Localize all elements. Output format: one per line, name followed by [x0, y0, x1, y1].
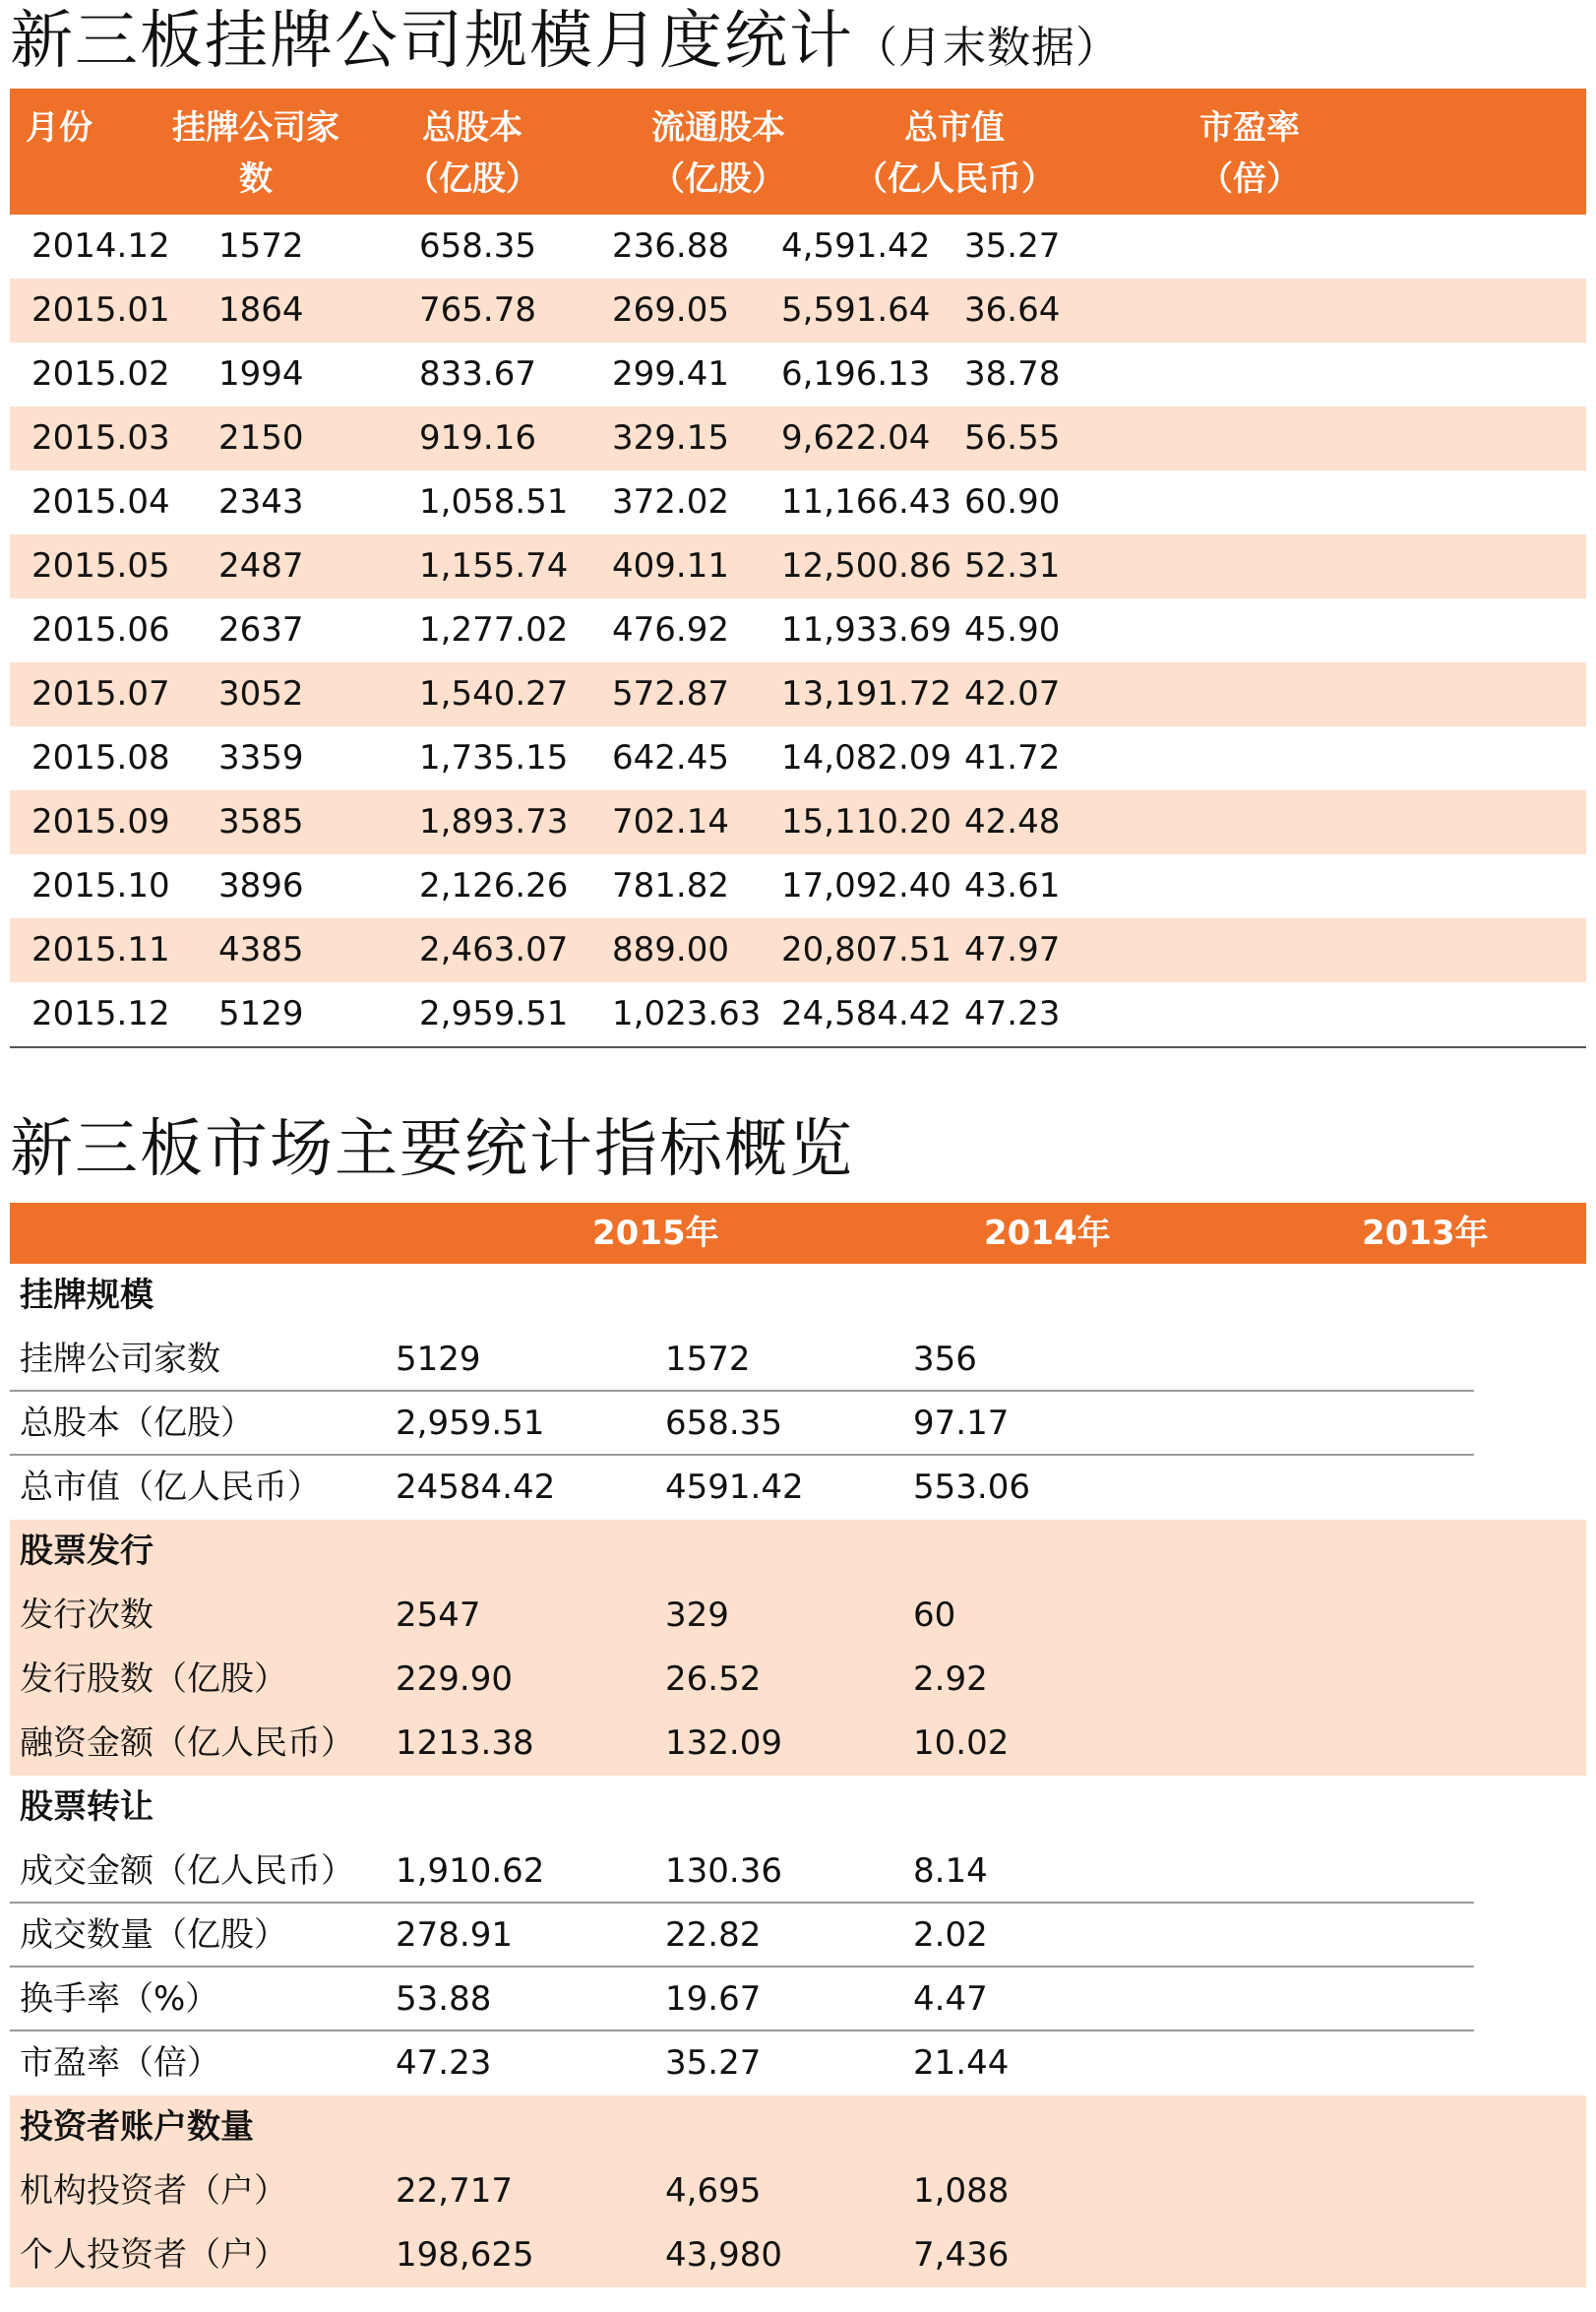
cell-market-cap: 12,500.86	[781, 546, 952, 586]
value-2014: 130.36	[665, 1851, 782, 1891]
cell-pe-ratio: 45.90	[964, 610, 1061, 650]
section-block	[10, 2095, 1586, 2287]
cell-float-shares: 889.00	[612, 930, 729, 969]
table-row	[10, 982, 1586, 1046]
cell-market-cap: 4,591.42	[781, 226, 931, 266]
table-row	[10, 854, 1586, 918]
table-row	[10, 790, 1586, 854]
cell-total-shares: 1,893.73	[419, 802, 569, 842]
cell-total-shares: 2,959.51	[419, 994, 569, 1033]
row-label: 成交数量（亿股）	[20, 1915, 287, 1955]
cell-float-shares: 781.82	[612, 866, 729, 906]
cell-float-shares: 372.02	[612, 482, 729, 522]
cell-company-count: 4385	[218, 930, 304, 969]
cell-pe-ratio: 43.61	[964, 866, 1061, 906]
monthly-table-title	[10, 2, 1120, 88]
cell-float-shares: 329.15	[612, 418, 729, 458]
value-2014: 132.09	[665, 1723, 782, 1763]
section-heading-label: 挂牌规模	[20, 1276, 153, 1315]
table-row	[10, 406, 1586, 470]
value-2014: 35.27	[665, 2043, 762, 2083]
cell-pe-ratio: 36.64	[964, 290, 1061, 330]
cell-market-cap: 20,807.51	[781, 930, 952, 969]
cell-total-shares: 658.35	[419, 226, 536, 266]
value-2015: 2547	[396, 1595, 481, 1635]
cell-market-cap: 5,591.64	[781, 290, 931, 330]
value-2014: 43,980	[665, 2235, 782, 2275]
value-2013: 7,436	[913, 2235, 1010, 2275]
cell-pe-ratio: 35.27	[964, 226, 1061, 266]
cell-month: 2015.04	[31, 482, 170, 522]
section-heading	[10, 1264, 1586, 1328]
table-row	[10, 2159, 1586, 2223]
row-label: 总市值（亿人民币）	[20, 1468, 321, 1507]
cell-market-cap: 9,622.04	[781, 418, 931, 458]
table-row	[10, 470, 1586, 534]
value-2015: 198,625	[396, 2235, 534, 2275]
cell-company-count: 2343	[218, 482, 304, 522]
value-2015: 5129	[396, 1340, 481, 1379]
header-pe-ratio: 市盈率 （倍）	[1199, 108, 1300, 199]
cell-month: 2015.09	[31, 802, 170, 842]
value-2014: 658.35	[665, 1404, 782, 1443]
value-2015: 1,910.62	[396, 1851, 545, 1891]
cell-float-shares: 409.11	[612, 546, 729, 586]
row-label: 换手率（%）	[20, 1979, 219, 2019]
value-2015: 24584.42	[396, 1468, 556, 1507]
overview-table-header	[10, 1203, 1586, 1264]
cell-company-count: 1864	[218, 290, 304, 330]
row-label: 发行次数	[20, 1595, 153, 1635]
value-2013: 60	[913, 1595, 956, 1635]
value-2015: 2,959.51	[396, 1404, 545, 1443]
cell-month: 2015.12	[31, 994, 170, 1033]
value-2013: 4.47	[913, 1979, 988, 2019]
cell-company-count: 1572	[218, 226, 304, 266]
section-heading-label: 投资者账户数量	[20, 2107, 254, 2147]
cell-float-shares: 269.05	[612, 290, 729, 330]
cell-pe-ratio: 47.97	[964, 930, 1061, 969]
cell-company-count: 3585	[218, 802, 304, 842]
cell-market-cap: 13,191.72	[781, 674, 952, 714]
cell-month: 2015.01	[31, 290, 170, 330]
cell-float-shares: 476.92	[612, 610, 729, 650]
table-row	[10, 1648, 1586, 1712]
cell-total-shares: 765.78	[419, 290, 536, 330]
overview-stats-table	[10, 1203, 1586, 2287]
cell-market-cap: 24,584.42	[781, 994, 952, 1033]
cell-month: 2015.05	[31, 546, 170, 586]
row-label: 挂牌公司家数	[20, 1340, 220, 1379]
table-row	[10, 1904, 1586, 1968]
table-row	[10, 2031, 1586, 2095]
cell-company-count: 3896	[218, 866, 304, 906]
row-label: 市盈率（倍）	[20, 2043, 220, 2083]
monthly-table-header	[10, 89, 1586, 215]
cell-float-shares: 1,023.63	[612, 994, 762, 1033]
header-year-2015: 2015年	[592, 1214, 719, 1253]
overview-table-title: 新三板市场主要统计指标概览	[10, 1113, 854, 1186]
cell-month: 2015.08	[31, 738, 170, 778]
cell-pe-ratio: 38.78	[964, 354, 1061, 394]
cell-month: 2015.07	[31, 674, 170, 714]
value-2014: 26.52	[665, 1659, 762, 1699]
row-label: 总股本（亿股）	[20, 1404, 254, 1443]
cell-month: 2015.06	[31, 610, 170, 650]
header-month: 月份	[26, 108, 92, 148]
value-2015: 229.90	[396, 1659, 513, 1699]
table-row	[10, 2223, 1586, 2287]
cell-total-shares: 833.67	[419, 354, 536, 394]
table-row	[10, 1456, 1586, 1520]
header-year-2014: 2014年	[984, 1214, 1111, 1253]
monthly-stats-table	[10, 89, 1586, 1048]
value-2014: 19.67	[665, 1979, 762, 2019]
section-block	[10, 1264, 1586, 1520]
section-heading	[10, 1776, 1586, 1840]
cell-market-cap: 14,082.09	[781, 738, 952, 778]
cell-pe-ratio: 60.90	[964, 482, 1061, 522]
table-row	[10, 1392, 1586, 1456]
cell-total-shares: 1,058.51	[419, 482, 569, 522]
monthly-title-text: 新三板挂牌公司规模月度统计	[10, 5, 854, 78]
value-2013: 2.02	[913, 1915, 988, 1955]
cell-float-shares: 236.88	[612, 226, 729, 266]
header-total-shares: 总股本 （亿股）	[405, 108, 539, 199]
value-2013: 553.06	[913, 1468, 1030, 1507]
cell-float-shares: 642.45	[612, 738, 729, 778]
cell-month: 2015.10	[31, 866, 170, 906]
table-row	[10, 343, 1586, 406]
value-2015: 22,717	[396, 2171, 513, 2211]
row-label: 融资金额（亿人民币）	[20, 1723, 354, 1763]
value-2013: 356	[913, 1340, 977, 1379]
row-label: 个人投资者（户）	[20, 2235, 287, 2275]
cell-month: 2015.03	[31, 418, 170, 458]
table-row	[10, 279, 1586, 343]
value-2015: 53.88	[396, 1979, 492, 2019]
table-row	[10, 215, 1586, 279]
header-market-cap: 总市值 （亿人民币）	[854, 108, 1055, 199]
table-row	[10, 1584, 1586, 1648]
cell-float-shares: 299.41	[612, 354, 729, 394]
cell-market-cap: 17,092.40	[781, 866, 952, 906]
table-row	[10, 534, 1586, 598]
section-heading-label: 股票发行	[20, 1531, 153, 1571]
cell-pe-ratio: 41.72	[964, 738, 1061, 778]
row-label: 机构投资者（户）	[20, 2171, 287, 2211]
cell-pe-ratio: 42.07	[964, 674, 1061, 714]
value-2014: 4,695	[665, 2171, 762, 2211]
cell-month: 2014.12	[31, 226, 170, 266]
table-row	[10, 662, 1586, 726]
value-2013: 21.44	[913, 2043, 1010, 2083]
header-company-count: 挂牌公司家数	[172, 108, 339, 199]
row-label: 发行股数（亿股）	[20, 1659, 287, 1699]
value-2013: 10.02	[913, 1723, 1010, 1763]
table-row	[10, 598, 1586, 662]
monthly-subtitle-text: （月末数据）	[854, 23, 1120, 73]
header-float-shares: 流通股本 （亿股）	[651, 108, 785, 199]
table-row	[10, 1328, 1586, 1392]
cell-total-shares: 2,463.07	[419, 930, 569, 969]
cell-company-count: 2150	[218, 418, 304, 458]
value-2013: 1,088	[913, 2171, 1010, 2211]
cell-month: 2015.02	[31, 354, 170, 394]
value-2015: 47.23	[396, 2043, 492, 2083]
cell-market-cap: 11,933.69	[781, 610, 952, 650]
cell-market-cap: 15,110.20	[781, 802, 952, 842]
cell-company-count: 2637	[218, 610, 304, 650]
value-2015: 278.91	[396, 1915, 513, 1955]
table-row	[10, 1840, 1586, 1904]
table-bottom-rule	[10, 1046, 1586, 1048]
cell-pe-ratio: 56.55	[964, 418, 1061, 458]
cell-total-shares: 1,155.74	[419, 546, 569, 586]
value-2014: 1572	[665, 1340, 751, 1379]
cell-total-shares: 2,126.26	[419, 866, 569, 906]
cell-pe-ratio: 52.31	[964, 546, 1061, 586]
header-year-2013: 2013年	[1362, 1214, 1489, 1253]
table-row	[10, 1712, 1586, 1776]
value-2013: 97.17	[913, 1404, 1010, 1443]
section-heading	[10, 2095, 1586, 2159]
value-2013: 8.14	[913, 1851, 988, 1891]
cell-total-shares: 1,735.15	[419, 738, 569, 778]
cell-market-cap: 6,196.13	[781, 354, 931, 394]
row-label: 成交金额（亿人民币）	[20, 1851, 354, 1891]
cell-pe-ratio: 47.23	[964, 994, 1061, 1033]
value-2015: 1213.38	[396, 1723, 534, 1763]
cell-market-cap: 11,166.43	[781, 482, 952, 522]
cell-total-shares: 1,277.02	[419, 610, 569, 650]
cell-month: 2015.11	[31, 930, 170, 969]
cell-company-count: 5129	[218, 994, 304, 1033]
cell-company-count: 3052	[218, 674, 304, 714]
cell-float-shares: 702.14	[612, 802, 729, 842]
table-row	[10, 1968, 1586, 2031]
table-row	[10, 726, 1586, 790]
section-block	[10, 1776, 1586, 2095]
cell-company-count: 1994	[218, 354, 304, 394]
overview-table-body	[10, 1264, 1586, 2287]
cell-pe-ratio: 42.48	[964, 802, 1061, 842]
monthly-table-body	[10, 215, 1586, 1046]
table-row	[10, 918, 1586, 982]
cell-total-shares: 919.16	[419, 418, 536, 458]
value-2014: 4591.42	[665, 1468, 804, 1507]
section-heading-label: 股票转让	[20, 1787, 153, 1827]
cell-total-shares: 1,540.27	[419, 674, 569, 714]
value-2014: 329	[665, 1595, 729, 1635]
cell-company-count: 3359	[218, 738, 304, 778]
section-heading	[10, 1520, 1586, 1584]
cell-company-count: 2487	[218, 546, 304, 586]
value-2014: 22.82	[665, 1915, 762, 1955]
section-block	[10, 1520, 1586, 1776]
value-2013: 2.92	[913, 1659, 988, 1699]
cell-float-shares: 572.87	[612, 674, 729, 714]
